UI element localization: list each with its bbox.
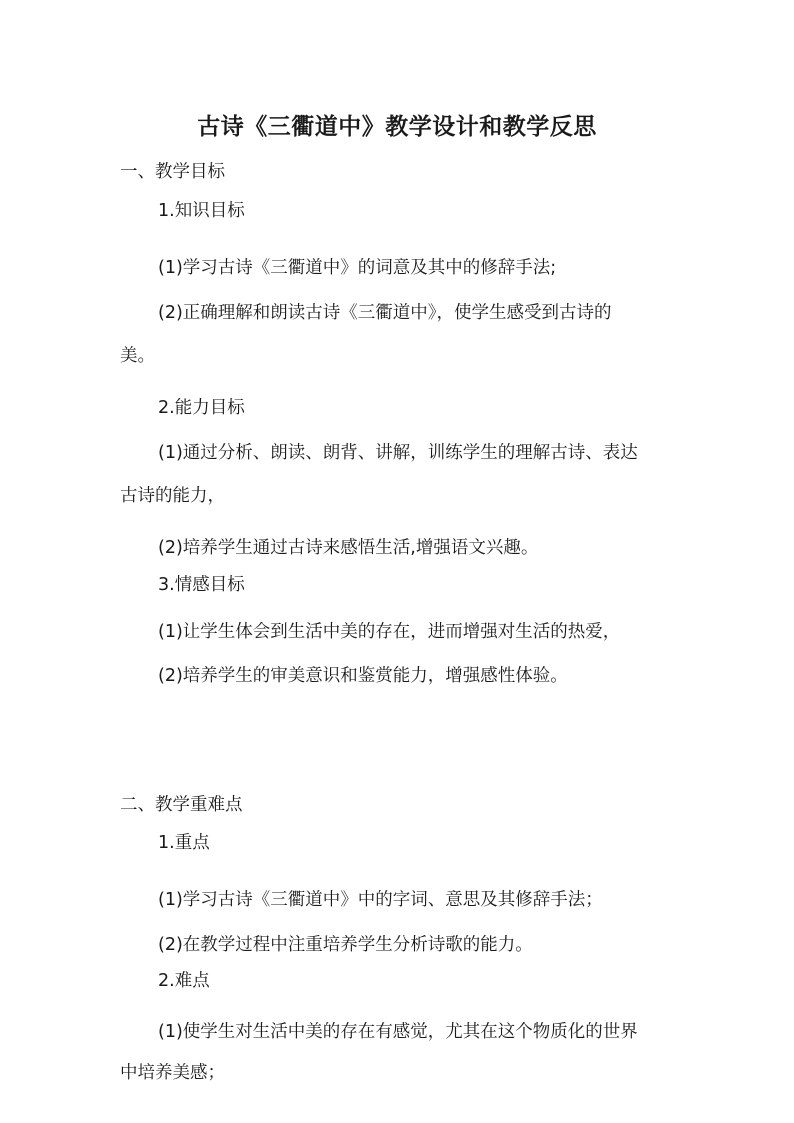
knowledge-item-2-line-1: (2)正确理解和朗读古诗《三衢道中》，使学生感受到古诗的 [158, 303, 612, 323]
subheading-difficult-points: 2.难点 [158, 971, 210, 991]
knowledge-item-1: (1)学习古诗《三衢道中》的词意及其中的修辞手法; [158, 258, 557, 278]
knowledge-item-2-line-2: 美。 [120, 346, 155, 366]
emotion-item-2: (2)培养学生的审美意识和鉴赏能力，增强感性体验。 [158, 666, 568, 686]
subheading-ability-objectives: 2.能力目标 [158, 398, 245, 418]
ability-item-1-line-2: 古诗的能力， [120, 486, 225, 506]
ability-item-2: (2)培养学生通过古诗来感悟生活,增强语文兴趣。 [158, 538, 539, 558]
subheading-knowledge-objectives: 1.知识目标 [158, 201, 245, 221]
ability-item-1-line-1: (1)通过分析、朗读、朗背、讲解，训练学生的理解古诗、表达 [158, 443, 638, 463]
difficult-point-item-1-line-2: 中培养美感； [120, 1063, 225, 1083]
section-heading-key-difficult-points: 二、教学重难点 [120, 795, 243, 815]
difficult-point-item-1-line-1: (1)使学生对生活中美的存在有感觉，尤其在这个物质化的世界 [158, 1022, 638, 1042]
key-point-item-2: (2)在教学过程中注重培养学生分析诗歌的能力。 [158, 935, 533, 955]
section-heading-objectives: 一、教学目标 [120, 162, 225, 182]
subheading-key-points: 1.重点 [158, 833, 210, 853]
document-title: 古诗《三衢道中》教学设计和教学反思 [197, 114, 597, 140]
emotion-item-1: (1)让学生体会到生活中美的存在，进而增强对生活的热爱， [158, 622, 621, 642]
subheading-emotion-objectives: 3.情感目标 [158, 575, 245, 595]
key-point-item-1: (1)学习古诗《三衢道中》中的字词、意思及其修辞手法； [158, 890, 603, 910]
